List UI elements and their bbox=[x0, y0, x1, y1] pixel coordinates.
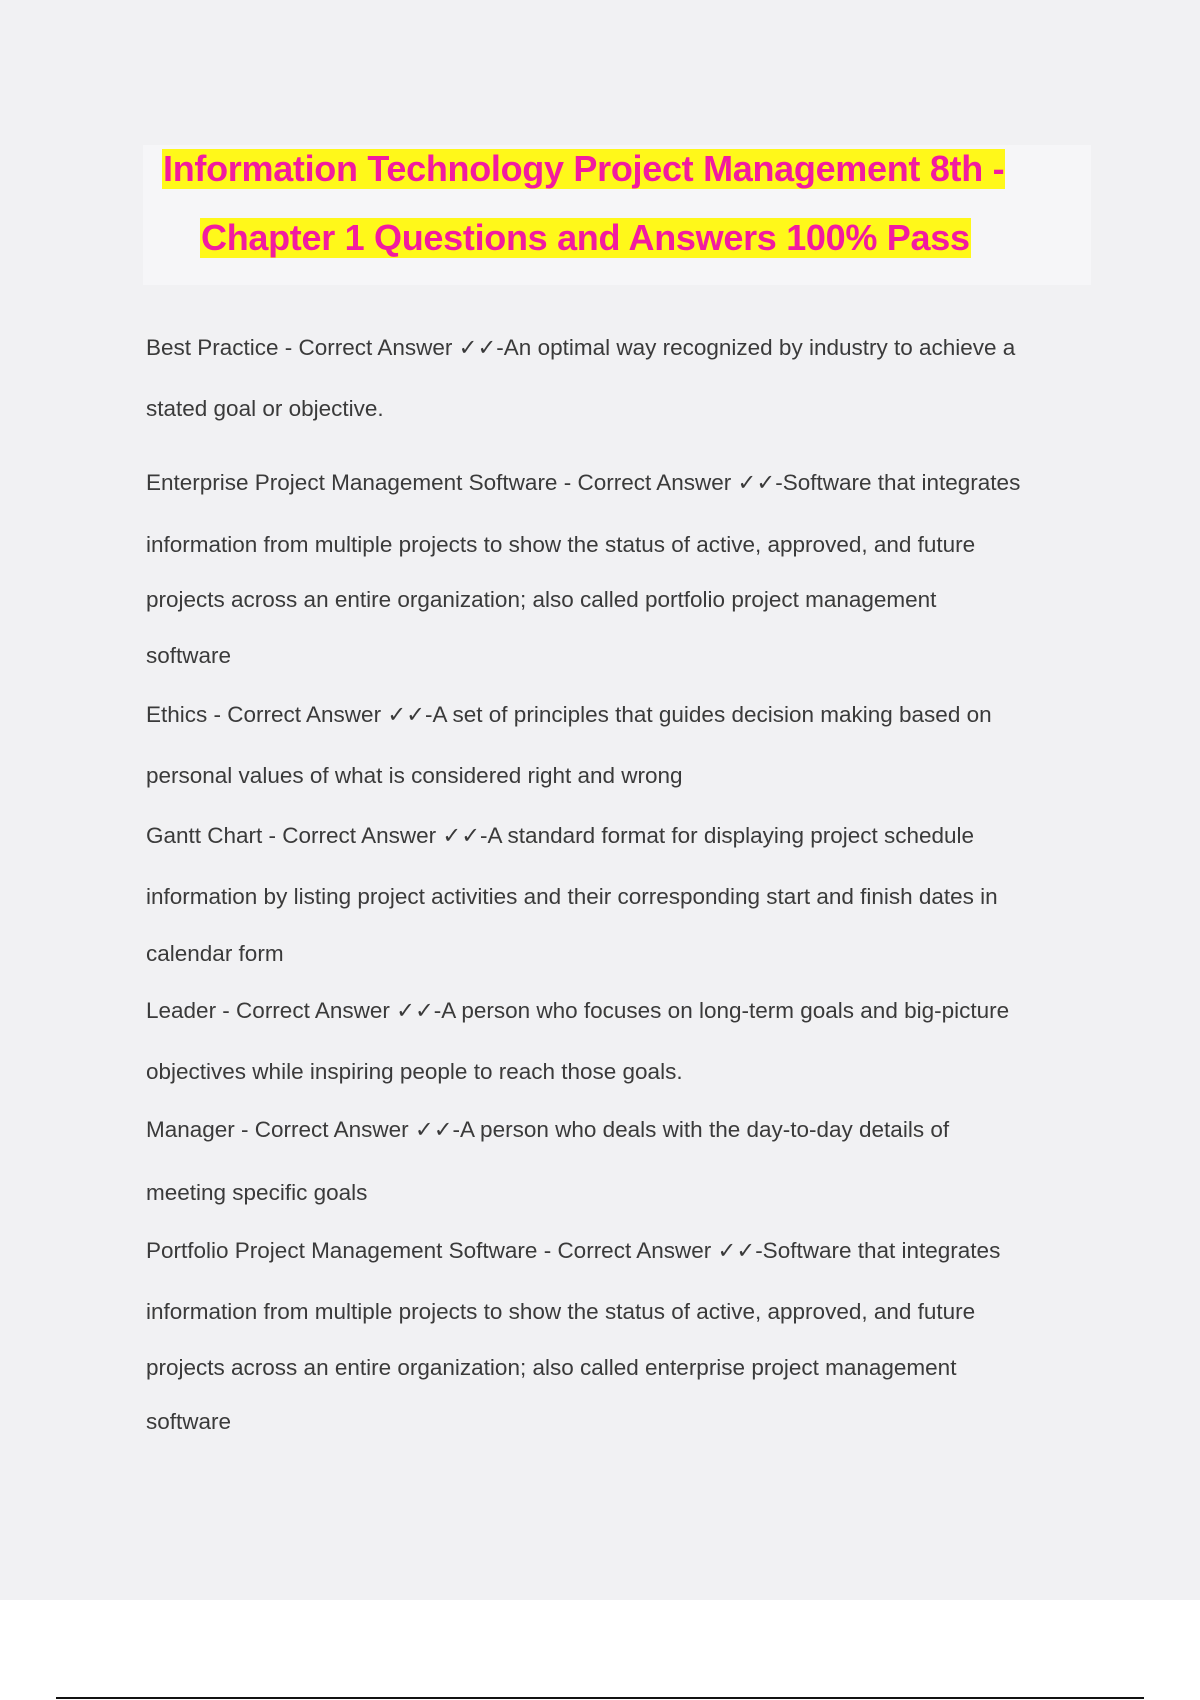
text-line: software bbox=[146, 1409, 232, 1434]
text-line: personal values of what is considered right and wrong bbox=[146, 763, 683, 788]
text-line: Best Practice - Correct Answer ✓✓-An optimal way recognized by industry to achieve a bbox=[146, 335, 1016, 360]
text-line: information from multiple projects to show the status of active, approved, and future bbox=[146, 1299, 976, 1324]
text-line: stated goal or objective. bbox=[146, 396, 384, 421]
page-title-line-2: Chapter 1 Questions and Answers 100% Pass bbox=[201, 217, 970, 258]
text-line: Portfolio Project Management Software - Correct Answer ✓✓-Software that integrates bbox=[146, 1238, 1001, 1263]
text-line: calendar form bbox=[146, 941, 284, 966]
text-line: Ethics - Correct Answer ✓✓-A set of principles that guides decision making based on bbox=[146, 702, 992, 727]
text-line: Leader - Correct Answer ✓✓-A person who focuses on long-term goals and big-picture bbox=[146, 998, 1010, 1023]
footer-divider bbox=[56, 1697, 1144, 1699]
text-line: objectives while inspiring people to reach those goals. bbox=[146, 1059, 683, 1084]
text-line: Enterprise Project Management Software - Correct Answer ✓✓-Software that integrates bbox=[146, 470, 1021, 495]
text-line: Manager - Correct Answer ✓✓-A person who deals with the day-to-day details of bbox=[146, 1117, 950, 1142]
text-line: information from multiple projects to show the status of active, approved, and future bbox=[146, 532, 976, 557]
text-line: Gantt Chart - Correct Answer ✓✓-A standard format for displaying project schedule bbox=[146, 823, 975, 848]
page-title-line-1: Information Technology Project Management 8th - bbox=[163, 148, 1005, 189]
text-line: software bbox=[146, 643, 232, 668]
text-line: information by listing project activities and their corresponding start and finish dates in bbox=[146, 884, 998, 909]
text-line: projects across an entire organization; also called portfolio project management bbox=[146, 587, 937, 612]
text-line: meeting specific goals bbox=[146, 1180, 368, 1205]
text-line: projects across an entire organization; also called enterprise project management bbox=[146, 1355, 957, 1380]
